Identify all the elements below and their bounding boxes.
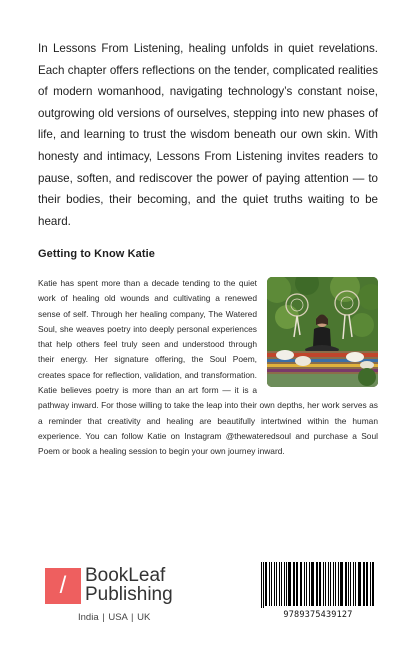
- publisher-name-line2: Publishing: [85, 584, 173, 605]
- isbn-number: 9789375439127: [283, 610, 353, 620]
- barcode-bar: [338, 562, 339, 606]
- barcode-bar: [271, 562, 272, 606]
- barcode-bar: [263, 562, 264, 608]
- barcode-bar: [348, 562, 349, 606]
- author-photo-illustration: [267, 277, 378, 387]
- barcode-bar: [281, 562, 282, 606]
- barcode-bar: [279, 562, 280, 606]
- barcode-bar: [286, 562, 287, 606]
- barcode-bar: [265, 562, 267, 606]
- publisher-regions: India | USA | UK: [78, 612, 151, 623]
- barcode-bar: [306, 562, 307, 606]
- barcode-bar: [261, 562, 262, 608]
- barcode-bar: [353, 562, 354, 606]
- barcode-bar: [358, 562, 361, 606]
- barcode-bar: [330, 562, 331, 606]
- barcode-bar: [345, 562, 347, 606]
- barcode-bar: [319, 562, 321, 606]
- barcode-bar: [333, 562, 334, 606]
- author-bio-block: [38, 276, 378, 460]
- barcode-bar: [316, 562, 318, 606]
- barcode-bar: [311, 562, 314, 606]
- barcode-bar: [355, 562, 356, 606]
- barcode-bar: [300, 562, 302, 606]
- barcode-bar: [296, 562, 298, 606]
- barcode-bar: [269, 562, 270, 606]
- barcode-bar: [370, 562, 371, 606]
- barcode-bar: [372, 562, 374, 606]
- barcode-bar: [366, 562, 368, 606]
- barcode-bars: [258, 560, 378, 610]
- barcode-bar: [309, 562, 310, 606]
- barcode-bar: [340, 562, 343, 606]
- book-blurb: In Lessons From Listening, healing unfolds in quiet revelations. Each chapter offers reflections on the tender, complicated realities of modern womanhood, navigating technology’s constant noise, outgrowing old versions of ourselves, stepping into new phases of life, and learning to trust the wisdom beneath our own skin. With honesty and intimacy, Lessons From Listening invites readers to pause, soften, and rediscover the power of paying attention — to their bodies, their becoming, and the quiet truths waiting to be heard.: [38, 42, 378, 228]
- publisher-logo-mark: /: [45, 568, 81, 604]
- barcode-bar: [284, 562, 285, 606]
- barcode-bar: [350, 562, 351, 606]
- barcode-bar: [335, 562, 336, 606]
- barcode-bar: [293, 562, 295, 606]
- author-photo: [267, 277, 378, 387]
- barcode-bar: [328, 562, 329, 606]
- barcode-bar: [363, 562, 365, 606]
- barcode-bar: [323, 562, 324, 606]
- barcode-bar: [276, 562, 277, 606]
- barcode-bar: [288, 562, 291, 606]
- author-bio-text: Katie has spent more than a decade tending to the quiet work of healing old wounds and cultivating a renewed sense of self. Through her healing company, The Watered Soul, she weaves poetry into deeply personal experiences that help others feel truly seen and understood through their energy. Her signature offering, the Soul Poem, creates space for reflection, validation, and transformation. Katie believes poetry is more than an art form — it is a pathway inward. For those willing to take the leap into their own depths, her work serves as a reminder that creativity and healing are beautifully intertwined within the human experience. You can follow Katie on Instagram @thewateredsoul and purchase a Soul Poem or book a healing session to begin your own journey inward.: [38, 278, 378, 457]
- barcode-bar: [304, 562, 305, 606]
- barcode-bar: [325, 562, 326, 606]
- author-section-title: Getting to Know Katie: [38, 248, 155, 260]
- isbn-barcode: [258, 560, 378, 622]
- barcode-bar: [274, 562, 275, 606]
- publisher-name-line1: BookLeaf: [85, 565, 166, 586]
